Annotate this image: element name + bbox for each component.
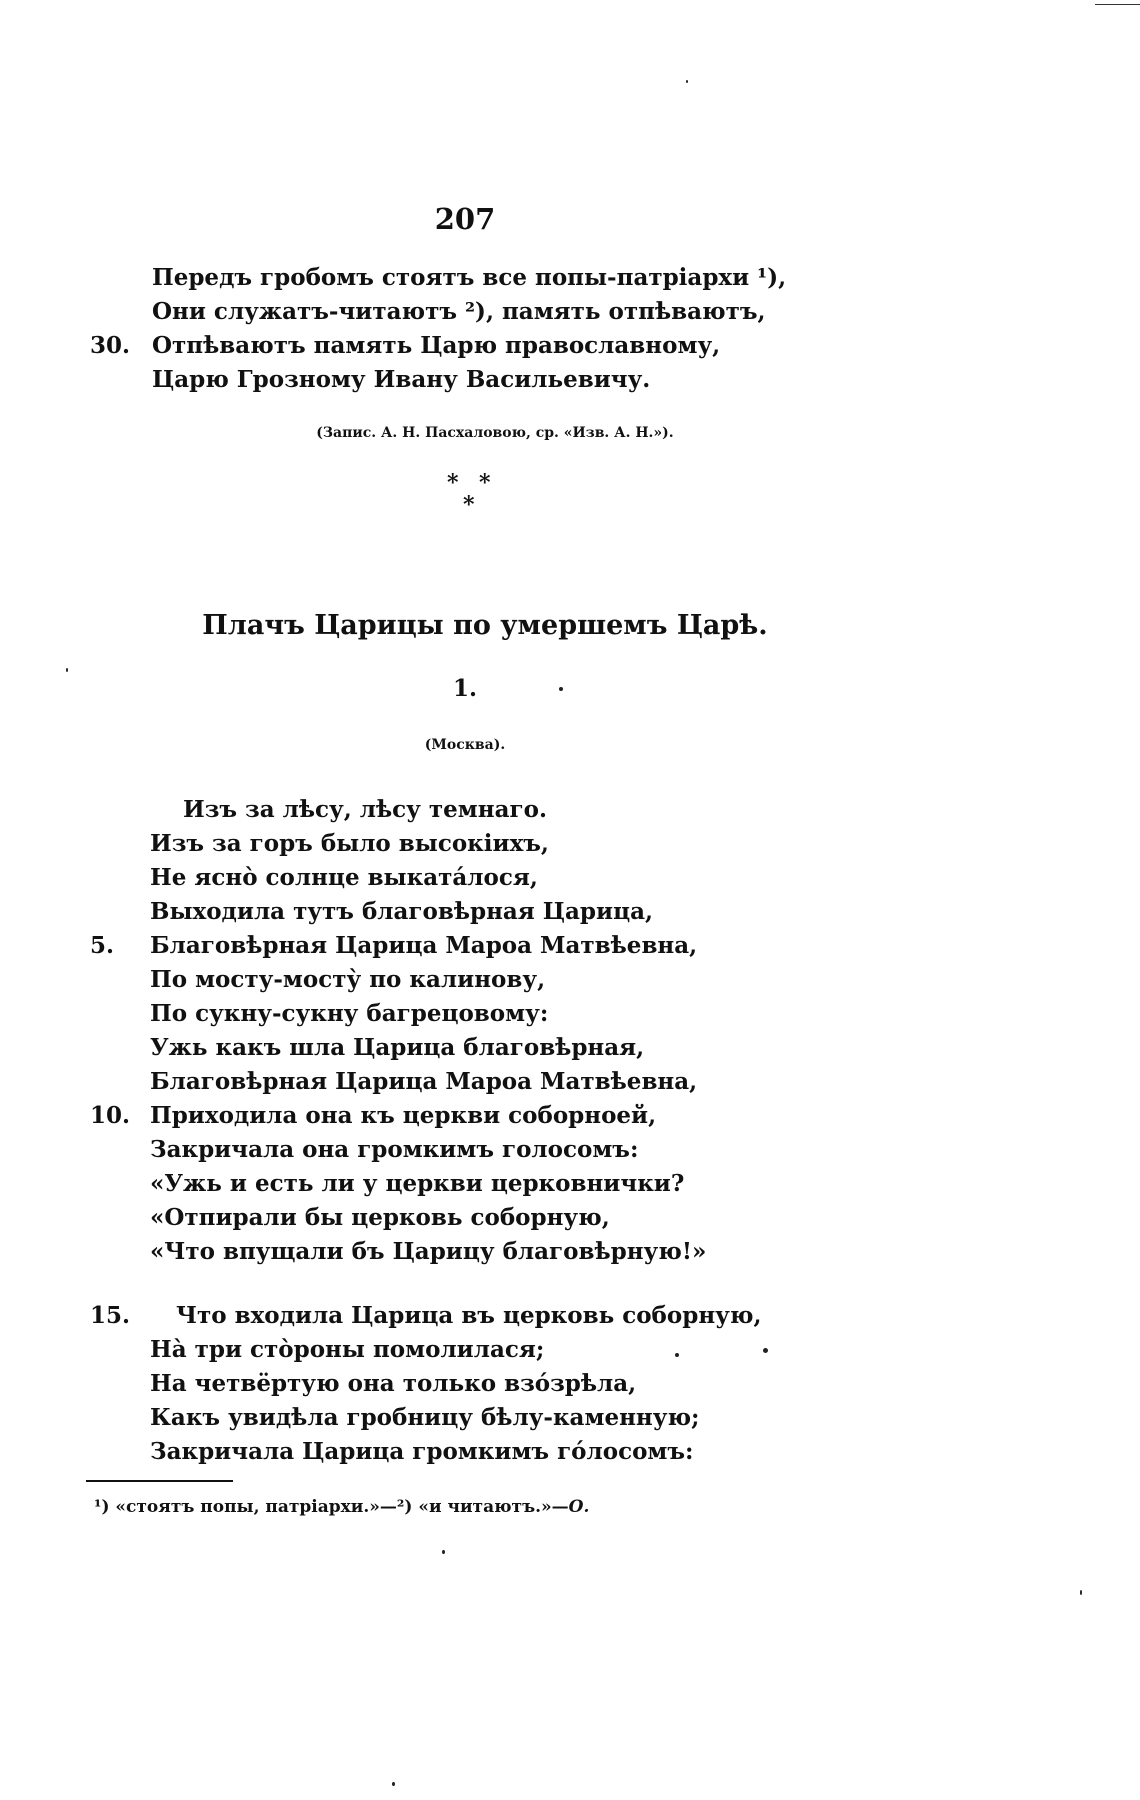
line-number: 15.: [90, 1302, 131, 1329]
line-number: 30.: [90, 332, 131, 359]
verse-text: «Ужь и есть ли у церкви церковнички?: [150, 1170, 685, 1197]
verse-text: Они служатъ-читаютъ ²), память отпѣваютъ,: [152, 298, 766, 325]
footnote-rule: [86, 1480, 233, 1482]
variant-number: 1.: [452, 675, 477, 702]
verse-text: Благовѣрная Царица Мароа Матвѣевна,: [150, 932, 698, 959]
scan-speck: [559, 687, 563, 691]
page-edge-mark: [1095, 4, 1140, 5]
scan-speck: [442, 1550, 445, 1554]
verse-text: Изъ за горъ было высокіихъ,: [150, 830, 549, 857]
verse-text: Закричала Царица громкимъ го́лосомъ:: [150, 1438, 694, 1465]
line-number: 10.: [90, 1102, 131, 1129]
scan-speck: [675, 1353, 679, 1357]
verse-text: Ужь какъ шла Царица благовѣрная,: [150, 1034, 645, 1061]
verse-text: На четвёртую она только взо́зрѣла,: [150, 1370, 637, 1397]
asterisk: *: [479, 470, 491, 496]
scan-speck: [763, 1348, 768, 1353]
verse-text: Изъ за лѣсу, лѣсу темнаго.: [183, 796, 547, 823]
verse-text: Отпѣваютъ память Царю православному,: [152, 332, 721, 359]
verse-text: На̀ три сто̀роны помолилася;: [150, 1336, 545, 1363]
scan-speck: [66, 668, 68, 672]
verse-text: «Что впущали бъ Царицу благовѣрную!»: [150, 1238, 707, 1265]
footnote-text: ¹) «стоятъ попы, патріархи.»—²) «и читаютъ.»—: [94, 1497, 569, 1517]
scan-speck: [1080, 1590, 1082, 1595]
location-label: (Москва).: [424, 737, 506, 753]
verse-text: Что входила Царица въ церковь соборную,: [176, 1302, 762, 1329]
verse-text: Благовѣрная Царица Мароа Матвѣевна,: [150, 1068, 698, 1095]
asterism-divider: [435, 470, 515, 520]
page-number: 207: [434, 202, 496, 236]
footnote-source: О.: [568, 1497, 590, 1517]
line-number: 5.: [90, 932, 115, 959]
verse-text: Какъ увидѣла гробницу бѣлу-каменную;: [150, 1404, 700, 1431]
asterisk: *: [463, 492, 475, 518]
footnote: [94, 1497, 589, 1517]
verse-text: Выходила тутъ благовѣрная Царица,: [150, 898, 653, 925]
verse-text: Приходила она къ церкви соборноей,: [150, 1102, 657, 1129]
verse-text: По мосту-мосту̀ по калинову,: [150, 966, 546, 993]
verse-text: По сукну-сукну багрецовому:: [150, 1000, 549, 1027]
scan-speck: [392, 1782, 395, 1786]
verse-text: Царю Грозному Ивану Васильевичу.: [152, 366, 651, 393]
source-attribution: (Запис. А. Н. Пасхаловою, ср. «Изв. А. Н.»).: [316, 425, 674, 441]
song-title: Плачъ Царицы по умершемъ Царѣ.: [202, 610, 768, 641]
scan-speck: [686, 80, 688, 83]
verse-text: Передъ гробомъ стоятъ все попы-патріархи ¹),: [152, 264, 787, 291]
verse-text: Не ясно̀ солнце выката́лося,: [150, 864, 538, 891]
verse-text: Закричала она громкимъ голосомъ:: [150, 1136, 639, 1163]
verse-text: «Отпирали бы церковь соборную,: [150, 1204, 610, 1231]
asterisk: *: [447, 470, 459, 496]
